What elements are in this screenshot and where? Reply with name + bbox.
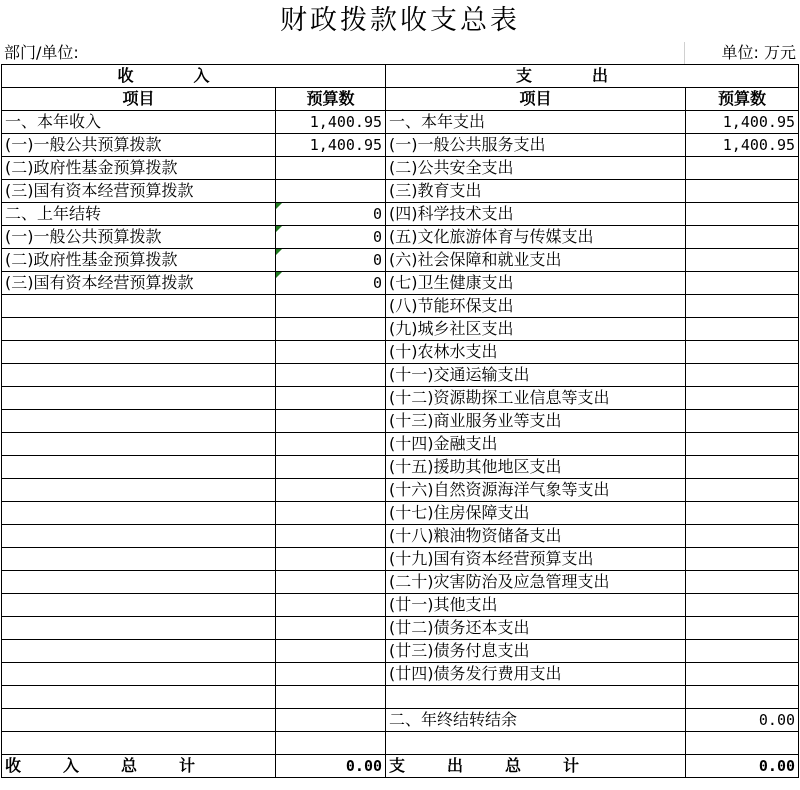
income-value-cell bbox=[276, 709, 386, 732]
expense-item-cell: (廿三)债务付息支出 bbox=[386, 640, 686, 663]
expense-value-cell bbox=[686, 663, 799, 686]
income-item-cell: (一)一般公共预算拨款 bbox=[2, 226, 276, 249]
cell-marker-icon bbox=[276, 203, 282, 209]
expense-value-cell bbox=[686, 157, 799, 180]
income-value-cell bbox=[276, 617, 386, 640]
income-item-cell bbox=[2, 663, 276, 686]
income-item-cell bbox=[2, 479, 276, 502]
expense-item-cell: (十九)国有资本经营预算支出 bbox=[386, 548, 686, 571]
income-value-cell: 0 bbox=[276, 272, 386, 295]
table-row bbox=[2, 295, 799, 318]
section-header-row bbox=[2, 65, 799, 88]
table-row bbox=[2, 318, 799, 341]
page-title: 财政拨款收支总表 bbox=[280, 5, 520, 36]
expense-budget-header: 预算数 bbox=[686, 88, 799, 111]
income-value-cell bbox=[276, 157, 386, 180]
income-item-cell: (二)政府性基金预算拨款 bbox=[2, 249, 276, 272]
expense-item-cell bbox=[386, 732, 686, 755]
table-row bbox=[2, 594, 799, 617]
cell-marker-icon bbox=[276, 249, 282, 255]
expense-value-cell: 1,400.95 bbox=[686, 111, 799, 134]
table-row bbox=[2, 525, 799, 548]
expense-value-cell bbox=[686, 410, 799, 433]
expense-value-cell bbox=[686, 226, 799, 249]
expense-item-cell: (十一)交通运输支出 bbox=[386, 364, 686, 387]
income-item-cell bbox=[2, 456, 276, 479]
income-item-cell: (三)国有资本经营预算拨款 bbox=[2, 180, 276, 203]
income-item-cell bbox=[2, 686, 276, 709]
expense-value-cell bbox=[686, 295, 799, 318]
income-value-cell bbox=[276, 180, 386, 203]
expense-value-cell bbox=[686, 249, 799, 272]
income-value-cell bbox=[276, 663, 386, 686]
income-value-cell bbox=[276, 318, 386, 341]
expense-value-cell bbox=[686, 525, 799, 548]
cell-marker-icon bbox=[276, 226, 282, 232]
expense-item-cell: (十四)金融支出 bbox=[386, 433, 686, 456]
income-value-cell bbox=[276, 525, 386, 548]
table-row bbox=[2, 180, 799, 203]
expense-item-cell: (五)文化旅游体育与传媒支出 bbox=[386, 226, 686, 249]
income-item-cell bbox=[2, 502, 276, 525]
expense-item-cell: (七)卫生健康支出 bbox=[386, 272, 686, 295]
income-item-cell bbox=[2, 709, 276, 732]
expense-value-cell bbox=[686, 571, 799, 594]
income-item-cell bbox=[2, 548, 276, 571]
expense-value-cell: 0.00 bbox=[686, 709, 799, 732]
income-value-cell bbox=[276, 341, 386, 364]
expense-value-cell bbox=[686, 479, 799, 502]
expense-item-cell: (三)教育支出 bbox=[386, 180, 686, 203]
table-row bbox=[2, 686, 799, 709]
expense-item-cell: (八)节能环保支出 bbox=[386, 295, 686, 318]
table-row bbox=[2, 364, 799, 387]
expense-value-cell: 1,400.95 bbox=[686, 134, 799, 157]
income-item-cell bbox=[2, 732, 276, 755]
expense-value-cell bbox=[686, 732, 799, 755]
income-value-cell bbox=[276, 295, 386, 318]
expense-item-cell: (一)一般公共服务支出 bbox=[386, 134, 686, 157]
income-item-cell bbox=[2, 318, 276, 341]
income-item-cell bbox=[2, 594, 276, 617]
income-value-cell bbox=[276, 479, 386, 502]
expense-value-cell bbox=[686, 456, 799, 479]
income-item-cell bbox=[2, 640, 276, 663]
income-value-cell bbox=[276, 640, 386, 663]
income-value-cell bbox=[276, 410, 386, 433]
table-row bbox=[2, 502, 799, 525]
income-value-cell bbox=[276, 502, 386, 525]
table-row bbox=[2, 157, 799, 180]
income-value-cell bbox=[276, 548, 386, 571]
income-value-cell: 0 bbox=[276, 203, 386, 226]
expense-total-label: 支出总计 bbox=[386, 755, 686, 778]
income-value-cell bbox=[276, 571, 386, 594]
income-item-cell bbox=[2, 410, 276, 433]
totals-row bbox=[2, 755, 799, 778]
income-budget-header: 预算数 bbox=[276, 88, 386, 111]
table-row bbox=[2, 134, 799, 157]
income-item-cell bbox=[2, 525, 276, 548]
income-value-cell: 1,400.95 bbox=[276, 134, 386, 157]
income-item-cell bbox=[2, 433, 276, 456]
income-value-cell bbox=[276, 364, 386, 387]
income-item-cell bbox=[2, 387, 276, 410]
expense-item-cell: (四)科学技术支出 bbox=[386, 203, 686, 226]
expense-item-cell: (十)农林水支出 bbox=[386, 341, 686, 364]
table-row bbox=[2, 203, 799, 226]
expense-item-cell: (廿四)债务发行费用支出 bbox=[386, 663, 686, 686]
expense-item-header: 项目 bbox=[386, 88, 686, 111]
expense-item-cell: (十六)自然资源海洋气象等支出 bbox=[386, 479, 686, 502]
table-row bbox=[2, 640, 799, 663]
expense-item-cell: (十五)援助其他地区支出 bbox=[386, 456, 686, 479]
income-item-header: 项目 bbox=[2, 88, 276, 111]
expense-total-value: 0.00 bbox=[686, 755, 799, 778]
income-value-cell bbox=[276, 732, 386, 755]
expense-value-cell bbox=[686, 502, 799, 525]
income-item-cell: 二、上年结转 bbox=[2, 203, 276, 226]
expense-value-cell bbox=[686, 180, 799, 203]
expense-value-cell bbox=[686, 318, 799, 341]
income-header bbox=[2, 65, 386, 88]
income-value-cell bbox=[276, 456, 386, 479]
income-value-cell bbox=[276, 594, 386, 617]
income-value-cell: 1,400.95 bbox=[276, 111, 386, 134]
budget-table bbox=[1, 64, 799, 778]
table-row bbox=[2, 341, 799, 364]
income-total-label: 收入总计 bbox=[2, 755, 276, 778]
expense-value-cell bbox=[686, 686, 799, 709]
income-value-cell bbox=[276, 387, 386, 410]
table-row bbox=[2, 479, 799, 502]
income-item-cell: (三)国有资本经营预算拨款 bbox=[2, 272, 276, 295]
income-item-cell bbox=[2, 364, 276, 387]
income-item-cell bbox=[2, 341, 276, 364]
table-row bbox=[2, 226, 799, 249]
income-item-cell bbox=[2, 617, 276, 640]
income-value-cell bbox=[276, 686, 386, 709]
expense-item-cell: (十八)粮油物资储备支出 bbox=[386, 525, 686, 548]
expense-header bbox=[386, 65, 799, 88]
table-row bbox=[2, 249, 799, 272]
table-row bbox=[2, 387, 799, 410]
income-item-cell: 一、本年收入 bbox=[2, 111, 276, 134]
expense-item-cell: (十二)资源勘探工业信息等支出 bbox=[386, 387, 686, 410]
income-item-cell: (二)政府性基金预算拨款 bbox=[2, 157, 276, 180]
expense-item-cell: (十三)商业服务业等支出 bbox=[386, 410, 686, 433]
table-row bbox=[2, 571, 799, 594]
income-total-value: 0.00 bbox=[276, 755, 386, 778]
table-row bbox=[2, 456, 799, 479]
table-row bbox=[2, 433, 799, 456]
table-row bbox=[2, 732, 799, 755]
expense-value-cell bbox=[686, 272, 799, 295]
expense-item-cell: (六)社会保障和就业支出 bbox=[386, 249, 686, 272]
header-divider bbox=[684, 42, 685, 64]
income-item-cell: (一)一般公共预算拨款 bbox=[2, 134, 276, 157]
expense-value-cell bbox=[686, 640, 799, 663]
expense-item-cell: (二十)灾害防治及应急管理支出 bbox=[386, 571, 686, 594]
expense-item-cell: (二)公共安全支出 bbox=[386, 157, 686, 180]
column-header-row bbox=[2, 88, 799, 111]
table-row bbox=[2, 272, 799, 295]
table-row bbox=[2, 410, 799, 433]
expense-header-text: 支出 bbox=[516, 66, 669, 85]
expense-value-cell bbox=[686, 341, 799, 364]
expense-item-cell: (十七)住房保障支出 bbox=[386, 502, 686, 525]
table-row bbox=[2, 617, 799, 640]
expense-value-cell bbox=[686, 203, 799, 226]
expense-item-cell: (九)城乡社区支出 bbox=[386, 318, 686, 341]
expense-item-cell bbox=[386, 686, 686, 709]
department-label: 部门/单位: bbox=[4, 43, 79, 62]
expense-item-cell: 二、年终结转结余 bbox=[386, 709, 686, 732]
table-row bbox=[2, 709, 799, 732]
expense-value-cell bbox=[686, 433, 799, 456]
expense-item-cell: 一、本年支出 bbox=[386, 111, 686, 134]
expense-item-cell: (廿二)债务还本支出 bbox=[386, 617, 686, 640]
income-value-cell bbox=[276, 433, 386, 456]
expense-item-cell: (廿一)其他支出 bbox=[386, 594, 686, 617]
expense-value-cell bbox=[686, 548, 799, 571]
table-row bbox=[2, 663, 799, 686]
expense-value-cell bbox=[686, 617, 799, 640]
expense-value-cell bbox=[686, 594, 799, 617]
expense-value-cell bbox=[686, 387, 799, 410]
expense-value-cell bbox=[686, 364, 799, 387]
income-value-cell: 0 bbox=[276, 249, 386, 272]
income-header-text: 收入 bbox=[117, 66, 270, 85]
table-row bbox=[2, 111, 799, 134]
income-item-cell bbox=[2, 571, 276, 594]
unit-label: 单位: 万元 bbox=[721, 43, 796, 62]
income-value-cell: 0 bbox=[276, 226, 386, 249]
table-row bbox=[2, 548, 799, 571]
income-item-cell bbox=[2, 295, 276, 318]
cell-marker-icon bbox=[276, 272, 282, 278]
